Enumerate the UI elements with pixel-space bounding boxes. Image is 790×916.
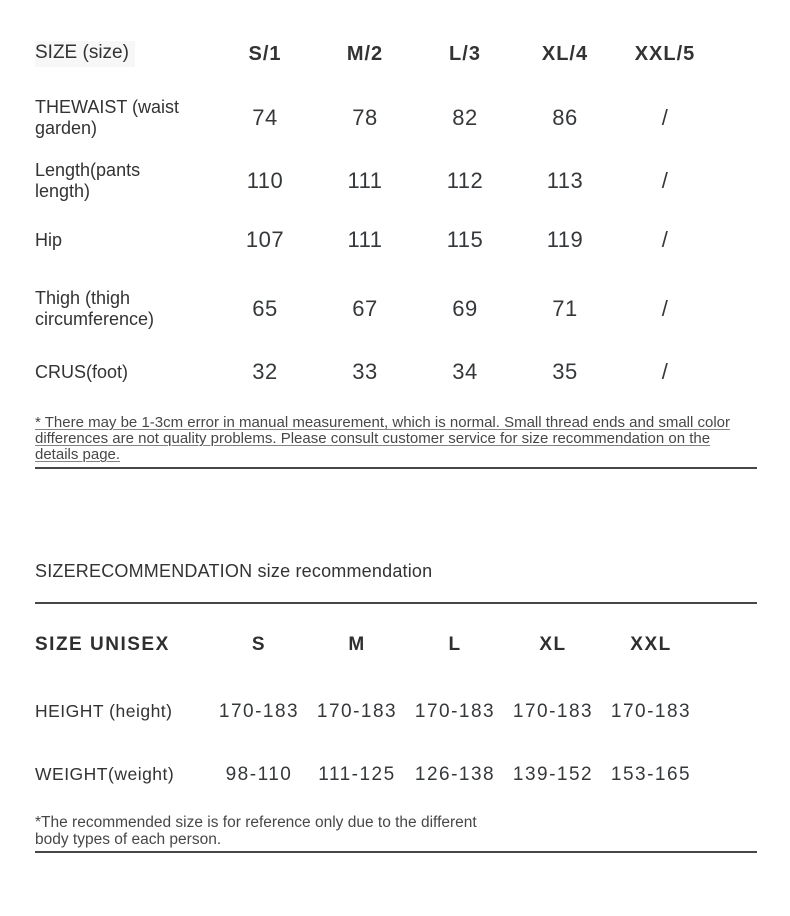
table-row-waist [35, 97, 757, 139]
thigh-value-m: 67 [352, 296, 378, 321]
height-range-l: 170-183 [414, 700, 496, 722]
crus-value-s: 32 [252, 359, 278, 384]
length-value-l: 112 [446, 168, 484, 193]
crus-value-l: 34 [452, 359, 478, 384]
table-row-hip [35, 227, 757, 253]
size-column-header-xl4: XL/4 [541, 42, 589, 65]
weight-range-s: 98-110 [225, 763, 293, 785]
size-column-header-m2: M/2 [346, 42, 384, 65]
recommendation-table-title: SIZE UNISEX [35, 633, 170, 655]
row-label-crus: CRUS(foot) [35, 361, 129, 382]
table-row-thigh [35, 288, 757, 330]
weight-range-xxl: 153-165 [610, 763, 692, 785]
thigh-value-l: 69 [452, 296, 478, 321]
weight-range-xl: 139-152 [512, 763, 594, 785]
recommendation-heading: SIZERECOMMENDATION size recommendation [35, 561, 433, 581]
rec-column-header-xl: XL [539, 633, 567, 655]
measurement-disclaimer: * There may be 1-3cm error in manual measurement, which is normal. Small thread ends and small color differences are not quality problems. Please consult customer service for size recommendation on the details page. [35, 414, 731, 463]
hip-value-s: 107 [245, 227, 285, 252]
waist-value-m: 78 [352, 105, 378, 130]
waist-value-xxl: / [661, 105, 669, 130]
row-label-length: Length(pants length) [35, 160, 141, 201]
rec-column-header-xxl: XXL [630, 633, 672, 655]
size-table-section [35, 41, 757, 469]
section-divider [35, 467, 757, 469]
waist-value-l: 82 [452, 105, 478, 130]
weight-range-m: 111-125 [318, 763, 396, 785]
length-value-xl: 113 [546, 168, 584, 193]
bottom-divider [35, 851, 757, 853]
hip-value-xl: 119 [546, 227, 584, 252]
waist-value-xl: 86 [552, 105, 578, 130]
hip-value-l: 115 [446, 227, 484, 252]
size-column-header-xxl5: XXL/5 [634, 42, 696, 65]
weight-range-l: 126-138 [414, 763, 496, 785]
thigh-value-s: 65 [252, 296, 278, 321]
hip-value-m: 111 [347, 227, 383, 252]
height-range-xxl: 170-183 [610, 700, 692, 722]
rec-column-header-l: L [448, 633, 462, 655]
row-label-hip: Hip [35, 229, 63, 250]
table-row-weight [35, 762, 757, 787]
hip-value-xxl: / [661, 227, 669, 252]
recommendation-header-row [35, 632, 757, 657]
rec-column-header-m: M [348, 633, 366, 655]
row-label-height: HEIGHT (height) [35, 701, 173, 721]
length-value-m: 111 [347, 168, 383, 193]
rec-column-header-s: S [251, 633, 267, 655]
thigh-value-xl: 71 [552, 296, 578, 321]
length-value-s: 110 [246, 168, 284, 193]
recommendation-section [35, 561, 757, 853]
recommendation-divider [35, 602, 757, 604]
crus-value-m: 33 [352, 359, 378, 384]
size-column-header-l3: L/3 [449, 42, 481, 65]
thigh-value-xxl: / [661, 296, 669, 321]
waist-value-s: 74 [252, 105, 278, 130]
length-value-xxl: / [661, 168, 669, 193]
size-table-title: SIZE (size) [35, 41, 135, 67]
crus-value-xxl: / [661, 359, 669, 384]
row-label-waist: THEWAIST (waist garden) [35, 97, 180, 138]
size-column-header-s1: S/1 [248, 42, 282, 65]
height-range-s: 170-183 [218, 700, 300, 722]
height-range-m: 170-183 [316, 700, 398, 722]
height-range-xl: 170-183 [512, 700, 594, 722]
crus-value-xl: 35 [552, 359, 578, 384]
row-label-weight: WEIGHT(weight) [35, 764, 175, 784]
row-label-thigh: Thigh (thigh circumference) [35, 288, 155, 329]
size-table-header-row [35, 41, 757, 67]
table-row-length [35, 160, 757, 202]
recommendation-disclaimer: *The recommended size is for reference only due to the different body types of each person. [35, 814, 477, 848]
table-row-height [35, 699, 757, 724]
table-row-crus [35, 359, 757, 385]
